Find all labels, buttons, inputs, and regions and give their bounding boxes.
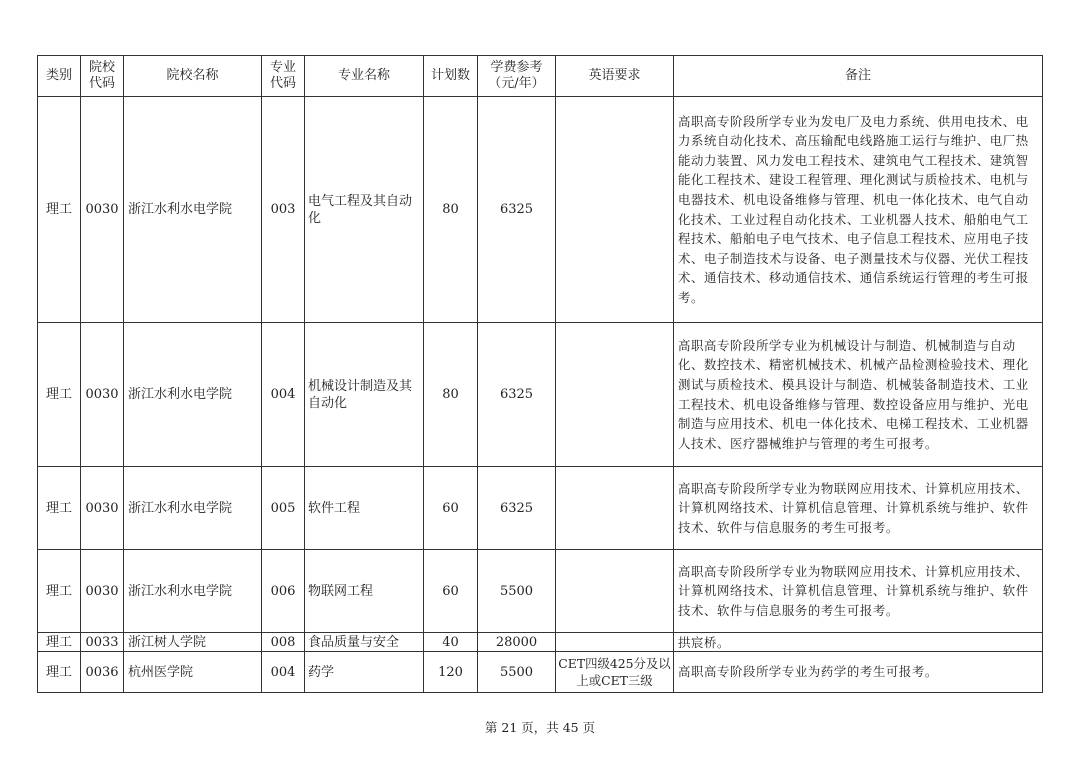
cell-plan: 80 bbox=[424, 323, 478, 467]
cell-major-code: 004 bbox=[262, 323, 305, 467]
cell-school-name: 浙江水利水电学院 bbox=[124, 97, 262, 323]
cell-school-code: 0030 bbox=[81, 550, 124, 633]
cell-major-name: 食品质量与安全 bbox=[305, 633, 424, 652]
cell-notes: 高职高专阶段所学专业为物联网应用技术、计算机应用技术、计算机网络技术、计算机信息管理、计算机系统与维护、软件技术、软件与信息服务的考生可报考。 bbox=[674, 550, 1043, 633]
header-category: 类别 bbox=[38, 56, 81, 97]
cell-category: 理工 bbox=[38, 550, 81, 633]
table-row bbox=[38, 323, 1043, 467]
table-row bbox=[38, 550, 1043, 633]
cell-category: 理工 bbox=[38, 467, 81, 550]
cell-tuition: 6325 bbox=[478, 467, 556, 550]
table-row bbox=[38, 652, 1043, 693]
cell-english bbox=[556, 467, 674, 550]
cell-tuition: 5500 bbox=[478, 550, 556, 633]
cell-plan: 60 bbox=[424, 550, 478, 633]
cell-plan: 120 bbox=[424, 652, 478, 693]
cell-major-name: 机械设计制造及其自动化 bbox=[305, 323, 424, 467]
cell-plan: 80 bbox=[424, 97, 478, 323]
table-row bbox=[38, 467, 1043, 550]
cell-tuition: 5500 bbox=[478, 652, 556, 693]
cell-school-code: 0036 bbox=[81, 652, 124, 693]
header-notes: 备注 bbox=[674, 56, 1043, 97]
cell-school-code: 0033 bbox=[81, 633, 124, 652]
cell-category: 理工 bbox=[38, 633, 81, 652]
cell-category: 理工 bbox=[38, 97, 81, 323]
cell-school-name: 浙江树人学院 bbox=[124, 633, 262, 652]
cell-notes: 高职高专阶段所学专业为物联网应用技术、计算机应用技术、计算机网络技术、计算机信息管理、计算机系统与维护、软件技术、软件与信息服务的考生可报考。 bbox=[674, 467, 1043, 550]
cell-major-name: 软件工程 bbox=[305, 467, 424, 550]
cell-notes: 高职高专阶段所学专业为药学的考生可报考。 bbox=[674, 652, 1043, 693]
cell-major-code: 003 bbox=[262, 97, 305, 323]
header-school-code: 院校 代码 bbox=[81, 56, 124, 97]
cell-notes: 高职高专阶段所学专业为机械设计与制造、机械制造与自动化、数控技术、精密机械技术、机械产品检测检验技术、理化测试与质检技术、模具设计与制造、机械装备制造技术、工业工程技术、机电设备维修与管理、数控设备应用与维护、光电制造与应用技术、机电一体化技术、电梯工程技术、工业机器人技术、医疗器械维护与管理的考生可报考。 bbox=[674, 323, 1043, 467]
cell-school-name: 杭州医学院 bbox=[124, 652, 262, 693]
cell-major-code: 008 bbox=[262, 633, 305, 652]
cell-tuition: 28000 bbox=[478, 633, 556, 652]
cell-category: 理工 bbox=[38, 652, 81, 693]
cell-major-code: 005 bbox=[262, 467, 305, 550]
table-row bbox=[38, 633, 1043, 652]
cell-school-name: 浙江水利水电学院 bbox=[124, 467, 262, 550]
cell-major-code: 004 bbox=[262, 652, 305, 693]
admission-table-page bbox=[37, 55, 1042, 693]
cell-school-name: 浙江水利水电学院 bbox=[124, 550, 262, 633]
cell-plan: 60 bbox=[424, 467, 478, 550]
header-major-code: 专业 代码 bbox=[262, 56, 305, 97]
cell-english: CET四级425分及以上或CET三级 bbox=[556, 652, 674, 693]
admission-table bbox=[37, 55, 1043, 693]
cell-major-name: 物联网工程 bbox=[305, 550, 424, 633]
cell-school-code: 0030 bbox=[81, 323, 124, 467]
cell-notes: 拱宸桥。 bbox=[674, 633, 1043, 652]
cell-english bbox=[556, 97, 674, 323]
page-footer: 第 21 页，共 45 页 bbox=[484, 720, 596, 735]
cell-category: 理工 bbox=[38, 323, 81, 467]
cell-major-name: 药学 bbox=[305, 652, 424, 693]
cell-major-name: 电气工程及其自动化 bbox=[305, 97, 424, 323]
cell-school-code: 0030 bbox=[81, 97, 124, 323]
cell-plan: 40 bbox=[424, 633, 478, 652]
header-english: 英语要求 bbox=[556, 56, 674, 97]
header-school-name: 院校名称 bbox=[124, 56, 262, 97]
cell-tuition: 6325 bbox=[478, 97, 556, 323]
cell-notes: 高职高专阶段所学专业为发电厂及电力系统、供用电技术、电力系统自动化技术、高压输配电线路施工运行与维护、电厂热能动力装置、风力发电工程技术、建筑电气工程技术、建筑智能化工程技术、建设工程管理、理化测试与质检技术、电机与电器技术、机电设备维修与管理、机电一体化技术、电气自动化技术、工业过程自动化技术、工业机器人技术、船舶电气工程技术、船舶电子电气技术、电子信息工程技术、应用电子技术、电子制造技术与设备、电子测量技术与仪器、光伏工程技术、通信技术、移动通信技术、通信系统运行管理的考生可报考。 bbox=[674, 97, 1043, 323]
cell-tuition: 6325 bbox=[478, 323, 556, 467]
header-tuition: 学费参考 （元/年） bbox=[478, 56, 556, 97]
cell-english bbox=[556, 550, 674, 633]
cell-major-code: 006 bbox=[262, 550, 305, 633]
table-header-row bbox=[38, 56, 1043, 97]
header-major-name: 专业名称 bbox=[305, 56, 424, 97]
cell-english bbox=[556, 633, 674, 652]
cell-school-code: 0030 bbox=[81, 467, 124, 550]
cell-english bbox=[556, 323, 674, 467]
cell-school-name: 浙江水利水电学院 bbox=[124, 323, 262, 467]
header-plan: 计划数 bbox=[424, 56, 478, 97]
table-row bbox=[38, 97, 1043, 323]
